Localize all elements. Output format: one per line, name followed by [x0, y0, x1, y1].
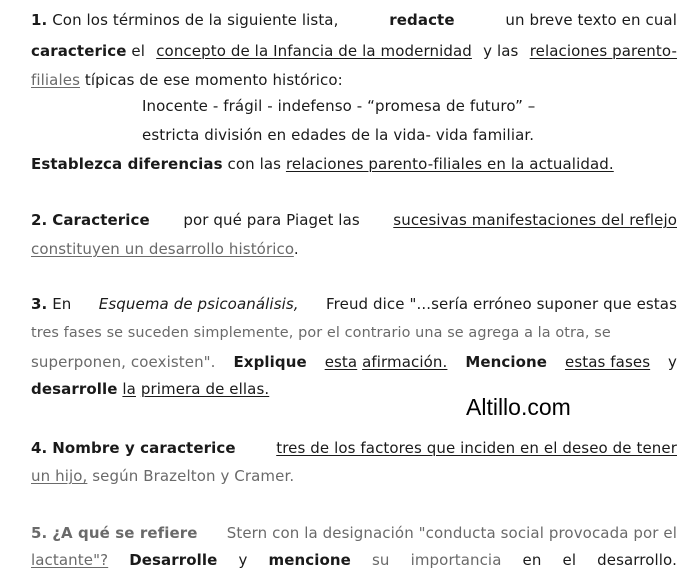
q3-line-1: 3. En Esquema de psicoanálisis, Freud dice "...sería erróneo suponer que estas: [31, 295, 677, 313]
q1-line-1: 1. Con los términos de la siguiente lista, redacte un breve texto en cual: [31, 11, 677, 29]
q4-line-1: 4. Nombre y caracterice tres de los factores que inciden en el deseo de tener: [31, 439, 677, 457]
q1-line-4: Establezca diferencias con las relaciones parento-filiales en la actualidad.: [31, 155, 614, 173]
q2-line-2: constituyen un desarrollo histórico.: [31, 240, 299, 258]
q2-line-1: 2. Caracterice por qué para Piaget las sucesivas manifestaciones del reflejo: [31, 211, 677, 229]
q1-line-2: caracterice el concepto de la Infancia de la modernidad y las relaciones parento-: [31, 42, 677, 60]
q3-number: 3.: [31, 295, 48, 313]
q5-number: 5.: [31, 524, 48, 542]
q4-number: 4.: [31, 439, 48, 457]
q1-line-3: filiales típicas de ese momento histórico:: [31, 71, 343, 89]
q4-line-2: un hijo, según Brazelton y Cramer.: [31, 467, 295, 485]
q5-line-2: lactante"? Desarrolle y mencione su importancia en el desarrollo.: [31, 551, 677, 569]
q3-line-4: desarrolle la primera de ellas.: [31, 380, 270, 398]
q3-line-3: superponen, coexisten". Explique esta afirmación. Mencione estas fases y: [31, 353, 677, 371]
q1-term-list-2: estricta división en edades de la vida- vida familiar.: [142, 126, 535, 144]
q3-line-2: tres fases se suceden simplemente, por el contrario una se agrega a la otra, se: [31, 325, 611, 341]
watermark-text: Altillo.com: [466, 394, 571, 420]
q1-term-list-1: Inocente - frágil - indefenso - “promesa de futuro” –: [142, 97, 536, 115]
q5-line-1: 5. ¿A qué se refiere Stern con la designación "conducta social provocada por el: [31, 524, 677, 542]
q2-number: 2.: [31, 211, 48, 229]
q1-number: 1.: [31, 11, 48, 29]
